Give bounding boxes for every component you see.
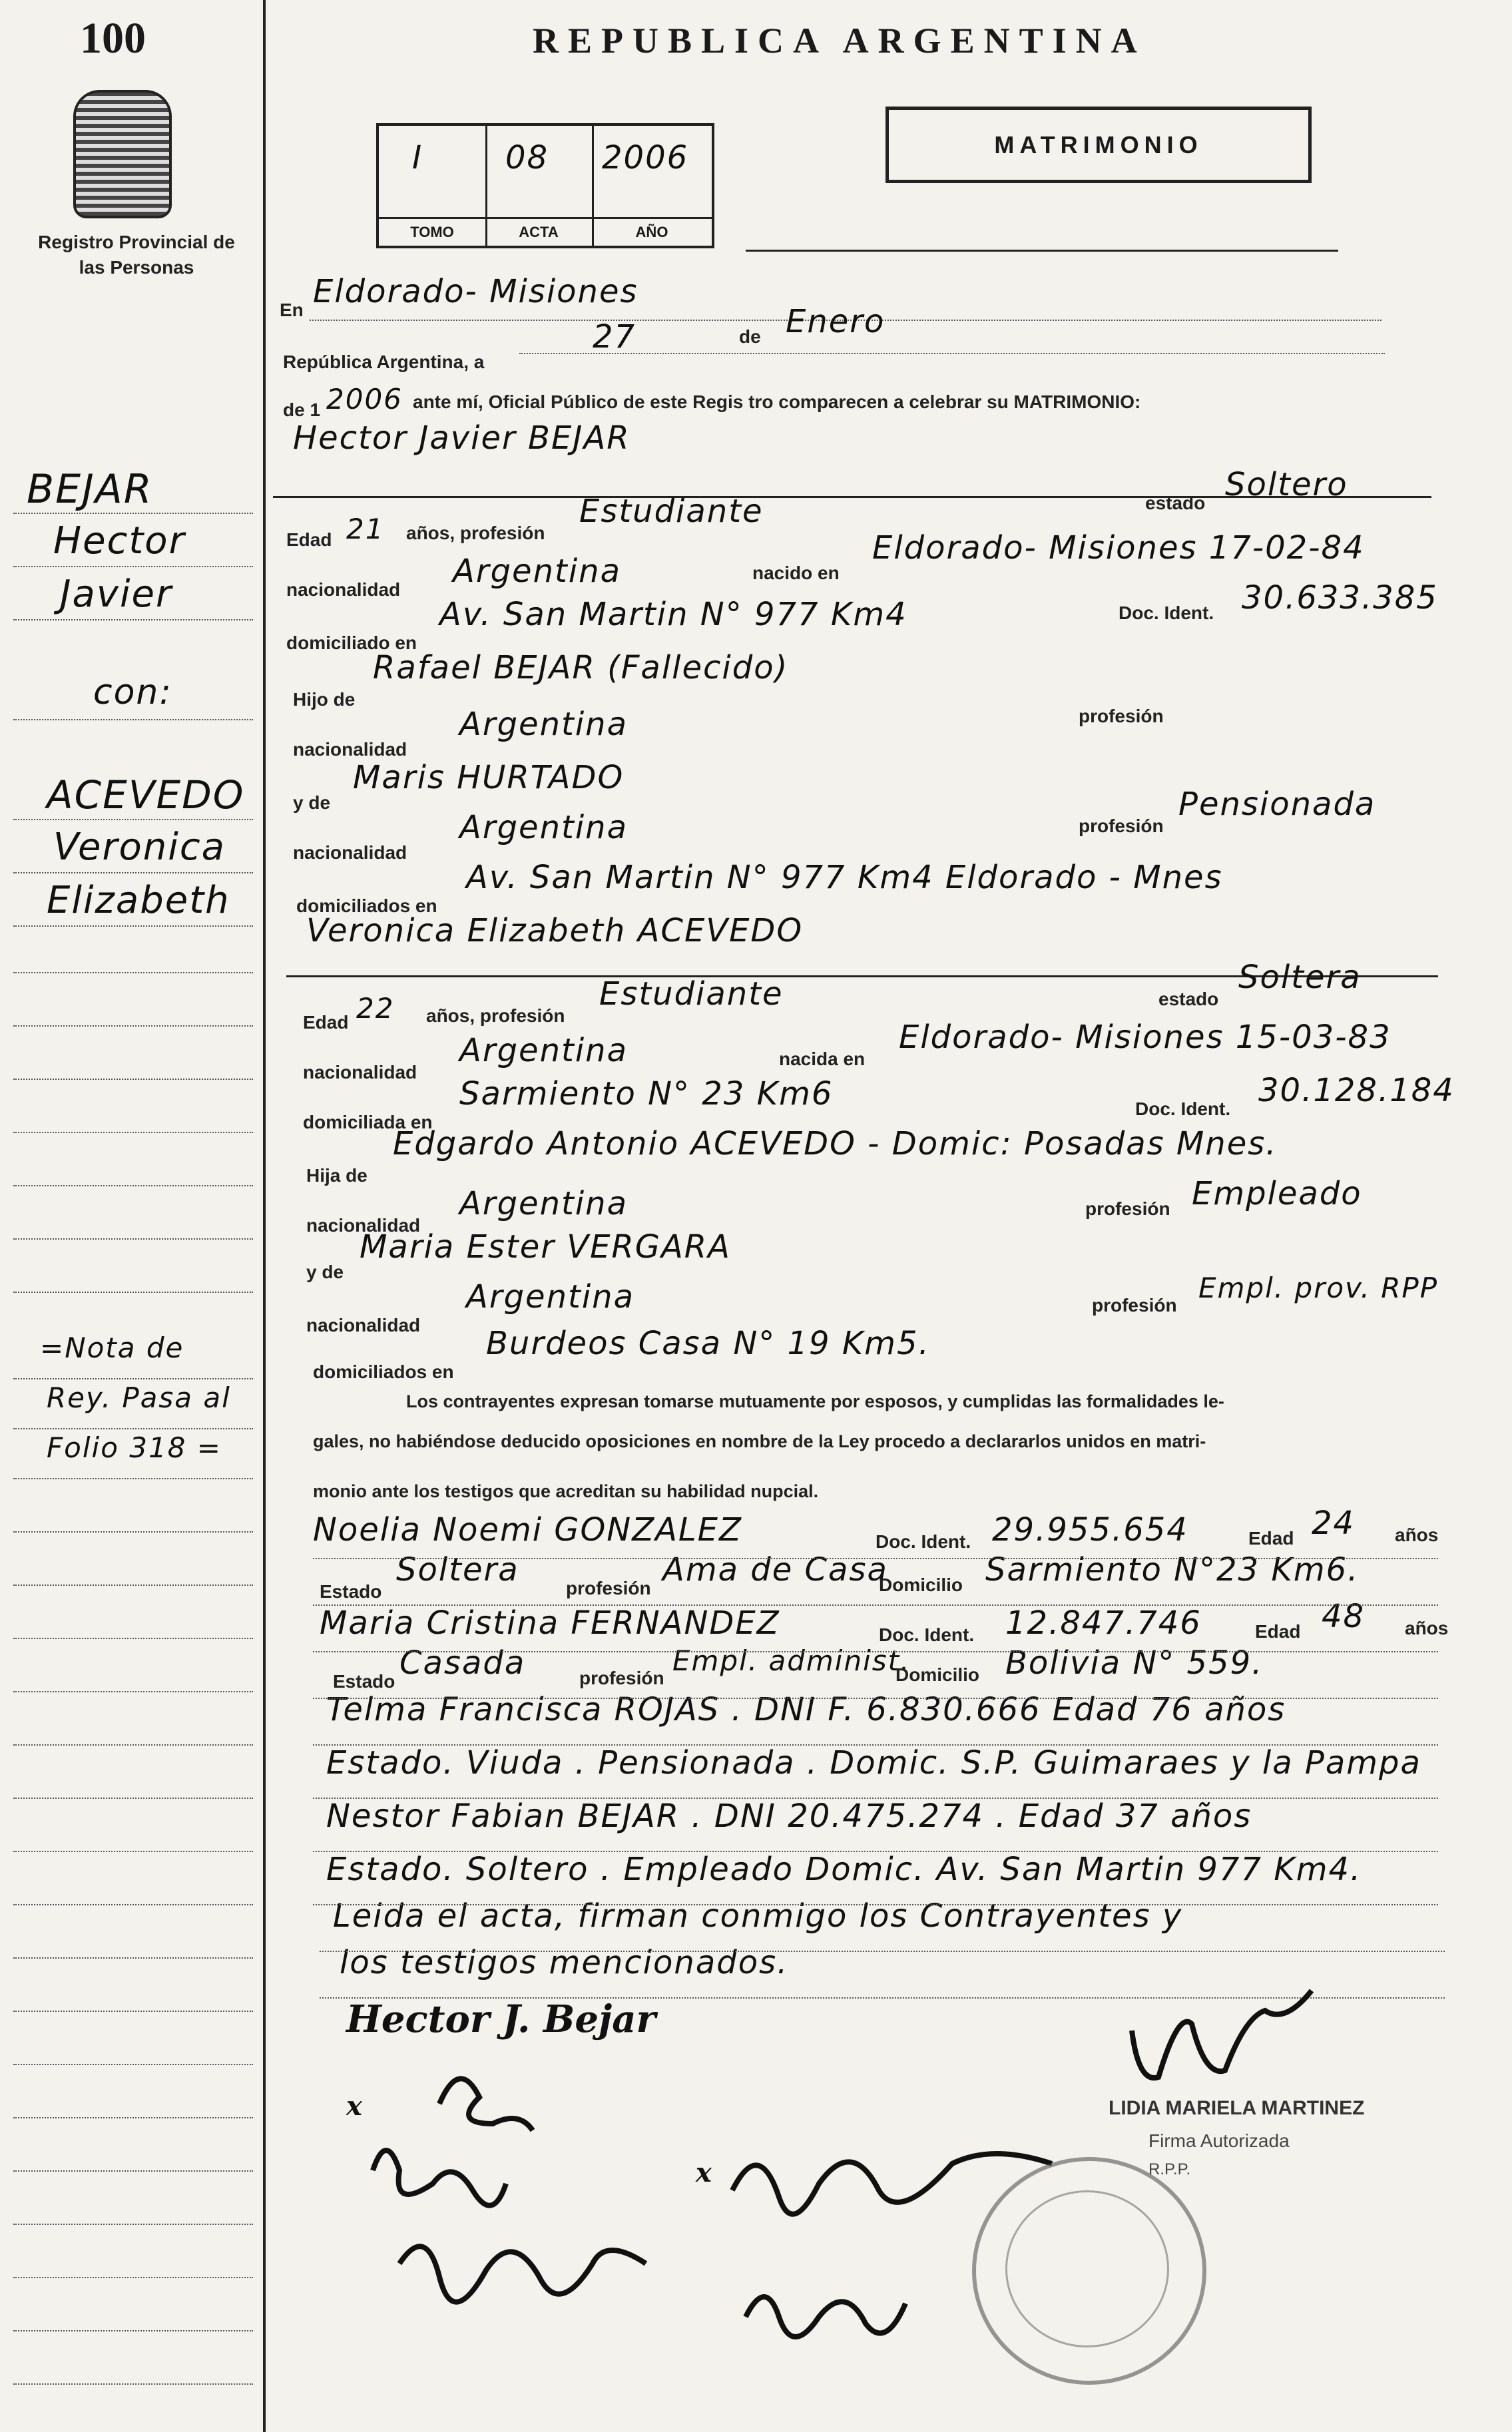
- witness2-profession: Empl. administ.: [672, 1644, 911, 1677]
- witness2-address: Bolivia N° 559.: [1005, 1644, 1264, 1682]
- margin-bride-first-name: Veronica: [53, 826, 226, 869]
- extra-line-4: Estado. Soltero . Empleado Domic. Av. San Martin 977 Km4.: [326, 1851, 1362, 1888]
- groom-mother: Maris HURTADO: [353, 759, 625, 796]
- official-signature: [1132, 1991, 1312, 2078]
- bride-status: Soltera: [1238, 959, 1362, 996]
- bride-father-prof: Empleado: [1192, 1175, 1362, 1212]
- bride-mother-prof-label: profesión: [1092, 1295, 1177, 1316]
- groom-parents-address: Av. San Martin N° 977 Km4 Eldorado - Mnes: [466, 859, 1223, 896]
- groom-age: 21: [346, 513, 385, 545]
- groom-yde-label: y de: [293, 792, 331, 813]
- witness2-edad-label: Edad: [1255, 1621, 1301, 1642]
- bride-yde-label: y de: [306, 1262, 344, 1282]
- witness1-status: Soltera: [396, 1551, 519, 1588]
- groom-hijo-label: Hijo de: [293, 689, 356, 710]
- bride-name: Veronica Elizabeth ACEVEDO: [306, 912, 804, 949]
- tomo-value: I: [412, 139, 423, 176]
- witness2-anos-label: años: [1405, 1618, 1449, 1638]
- witness2-doc-label: Doc. Ident.: [879, 1624, 975, 1645]
- ano-label: AÑO: [592, 217, 712, 246]
- bride-mother-prof: Empl. prov. RPP: [1198, 1272, 1439, 1304]
- witness-signature-4: [746, 2297, 905, 2337]
- witness1-prof-label: profesión: [566, 1578, 651, 1598]
- place-value: Eldorado- Misiones: [313, 273, 638, 310]
- groom-father-prof-label: profesión: [1079, 706, 1164, 726]
- witness2-dom-label: Domicilio: [895, 1664, 980, 1685]
- margin-first-name: Hector: [53, 519, 186, 563]
- groom-estado-label: estado: [1145, 493, 1206, 513]
- bride-birthplace: Eldorado- Misiones 15-03-83: [899, 1019, 1391, 1056]
- groom-dom-label: domiciliado en: [286, 632, 417, 653]
- witness1-dom-label: Domicilio: [879, 1575, 963, 1595]
- margin-bride-surname: ACEVEDO: [47, 772, 245, 818]
- bride-nationality: Argentina: [459, 1032, 628, 1069]
- groom-profession: Estudiante: [579, 493, 764, 530]
- bride-estado-label: estado: [1158, 989, 1219, 1009]
- groom-doc: 30.633.385: [1242, 579, 1438, 616]
- groom-father-nat: Argentina: [459, 706, 628, 743]
- ano-value: 2006: [602, 139, 689, 176]
- month-value: Enero: [786, 303, 885, 340]
- groom-doc-label: Doc. Ident.: [1119, 603, 1214, 623]
- bride-father-nat: Argentina: [459, 1185, 628, 1222]
- margin-note-2: Rey. Pasa al: [47, 1381, 231, 1414]
- year-label: de 1: [283, 399, 321, 420]
- groom-mother-nat: Argentina: [459, 809, 628, 846]
- witness1-doc-label: Doc. Ident.: [876, 1531, 971, 1552]
- witness1-address: Sarmiento N°23 Km6.: [985, 1551, 1360, 1588]
- bride-doc: 30.128.184: [1258, 1072, 1455, 1109]
- groom-parents-dom-label: domiciliados en: [296, 895, 437, 916]
- day-value: 27: [593, 318, 636, 356]
- groom-prof-label: años, profesión: [406, 523, 545, 543]
- bride-address: Sarmiento N° 23 Km6: [459, 1075, 834, 1112]
- tomo-label: TOMO: [379, 217, 485, 246]
- margin-bride-second-name: Elizabeth: [47, 879, 230, 922]
- statement: ante mí, Oficial Público de este Regis tro comparecen a celebrar su MATRIMONIO:: [413, 391, 1141, 412]
- groom-mother-prof: Pensionada: [1178, 786, 1376, 823]
- official-unit: R.P.P.: [1148, 2160, 1191, 2178]
- groom-nacido-label: nacido en: [752, 563, 840, 583]
- witness2-name: Maria Cristina FERNANDEZ: [320, 1604, 780, 1642]
- declaration-line-3: monio ante los testigos que acreditan su habilidad nupcial.: [313, 1481, 819, 1501]
- bride-profession: Estudiante: [599, 975, 784, 1013]
- bride-parents-dom-label: domiciliados en: [313, 1361, 454, 1382]
- signature-mark-1: x: [346, 2090, 362, 2122]
- acta-label: ACTA: [485, 217, 592, 246]
- official-name: LIDIA MARIELA MARTINEZ: [1109, 2097, 1365, 2119]
- groom-name: Hector Javier BEJAR: [293, 419, 630, 457]
- groom-mother-nat-label: nacionalidad: [293, 842, 407, 863]
- witness-signature-2: [399, 2246, 646, 2302]
- witness1-age: 24: [1312, 1505, 1356, 1542]
- extra-line-1: Telma Francisca ROJAS . DNI F. 6.830.666 Edad 76 años: [326, 1691, 1286, 1728]
- bride-mother: Maria Ester VERGARA: [360, 1228, 731, 1266]
- bride-mother-nat: Argentina: [466, 1278, 634, 1316]
- margin-note-1: =Nota de: [40, 1332, 184, 1364]
- bride-age: 22: [356, 992, 395, 1025]
- official-stamp-inner: [1005, 2190, 1169, 2347]
- witness-signature-1: [373, 2150, 506, 2206]
- bride-mother-nat-label: nacionalidad: [306, 1315, 421, 1336]
- republica-label: República Argentina, a: [283, 352, 485, 372]
- groom-nationality: Argentina: [453, 553, 621, 590]
- official-title: Firma Autorizada: [1148, 2130, 1290, 2151]
- witness1-profession: Ama de Casa: [662, 1551, 888, 1588]
- bride-father-nat-label: nacionalidad: [306, 1215, 421, 1236]
- margin-note-3: Folio 318 =: [47, 1431, 222, 1464]
- groom-edad-label: Edad: [286, 529, 332, 550]
- margin-second-name: Javier: [60, 573, 173, 616]
- groom-birthplace: Eldorado- Misiones 17-02-84: [872, 529, 1365, 567]
- groom-father: Rafael BEJAR (Fallecido): [373, 649, 789, 686]
- bride-father-prof-label: profesión: [1085, 1198, 1170, 1219]
- bride-father: Edgardo Antonio ACEVEDO - Domic: Posadas Mnes.: [393, 1125, 1278, 1162]
- year-value: 2006: [326, 383, 403, 415]
- margin-con: con:: [93, 672, 172, 712]
- witness1-edad-label: Edad: [1248, 1528, 1294, 1549]
- bride-signature: [439, 2078, 533, 2130]
- page-number: 100: [80, 14, 146, 63]
- bride-nacida-label: nacida en: [779, 1049, 866, 1069]
- extra-line-3: Nestor Fabian BEJAR . DNI 20.475.274 . Edad 37 años: [326, 1798, 1252, 1835]
- witness1-estado-label: Estado: [320, 1581, 382, 1602]
- margin-surname: BEJAR: [27, 466, 153, 513]
- bride-doc-label: Doc. Ident.: [1135, 1098, 1231, 1119]
- bride-parents-address: Burdeos Casa N° 19 Km5.: [486, 1325, 930, 1362]
- bride-edad-label: Edad: [303, 1012, 349, 1033]
- groom-address: Av. San Martin N° 977 Km4: [439, 596, 907, 633]
- extra-line-6: los testigos mencionados.: [340, 1944, 789, 1981]
- witness2-status: Casada: [399, 1644, 526, 1682]
- groom-signature: Hector J. Bejar: [346, 1997, 656, 2041]
- groom-status: Soltero: [1225, 466, 1348, 503]
- en-label: En: [280, 300, 304, 320]
- bride-nac-label: nacionalidad: [303, 1062, 417, 1083]
- declaration-line-2: gales, no habiéndose deducido oposiciones en nombre de la Ley procedo a declararlos unidos en matri-: [313, 1431, 1206, 1451]
- witness1-doc: 29.955.654: [992, 1511, 1188, 1549]
- witness1-name: Noelia Noemi GONZALEZ: [313, 1511, 742, 1549]
- witness2-age: 48: [1322, 1598, 1366, 1635]
- groom-father-nat-label: nacionalidad: [293, 739, 407, 760]
- witness2-prof-label: profesión: [579, 1668, 664, 1688]
- bride-prof-label: años, profesión: [426, 1005, 565, 1026]
- witness2-doc: 12.847.746: [1005, 1604, 1202, 1642]
- declaration-line-1: Los contrayentes expresan tomarse mutuamente por esposos, y cumplidas las formalidades le-: [406, 1391, 1224, 1411]
- document-type-box: MATRIMONIO: [885, 107, 1312, 183]
- de-label: de: [739, 326, 761, 347]
- registry-name: Registro Provincial de las Personas: [38, 232, 235, 278]
- country-title: REPUBLICA ARGENTINA: [533, 21, 1146, 61]
- extra-line-5: Leida el acta, firman conmigo los Contrayentes y: [333, 1897, 1183, 1935]
- acta-value: 08: [505, 139, 549, 176]
- witness1-anos-label: años: [1395, 1525, 1439, 1545]
- signature-mark-2: x: [696, 2157, 712, 2188]
- bride-hija-label: Hija de: [306, 1165, 368, 1186]
- witness2-estado-label: Estado: [333, 1671, 395, 1692]
- groom-mother-prof-label: profesión: [1079, 816, 1164, 836]
- bride-dom-label: domiciliada en: [303, 1112, 433, 1132]
- groom-nac-label: nacionalidad: [286, 579, 401, 600]
- extra-line-2: Estado. Viuda . Pensionada . Domic. S.P. Guimaraes y la Pampa: [326, 1744, 1421, 1782]
